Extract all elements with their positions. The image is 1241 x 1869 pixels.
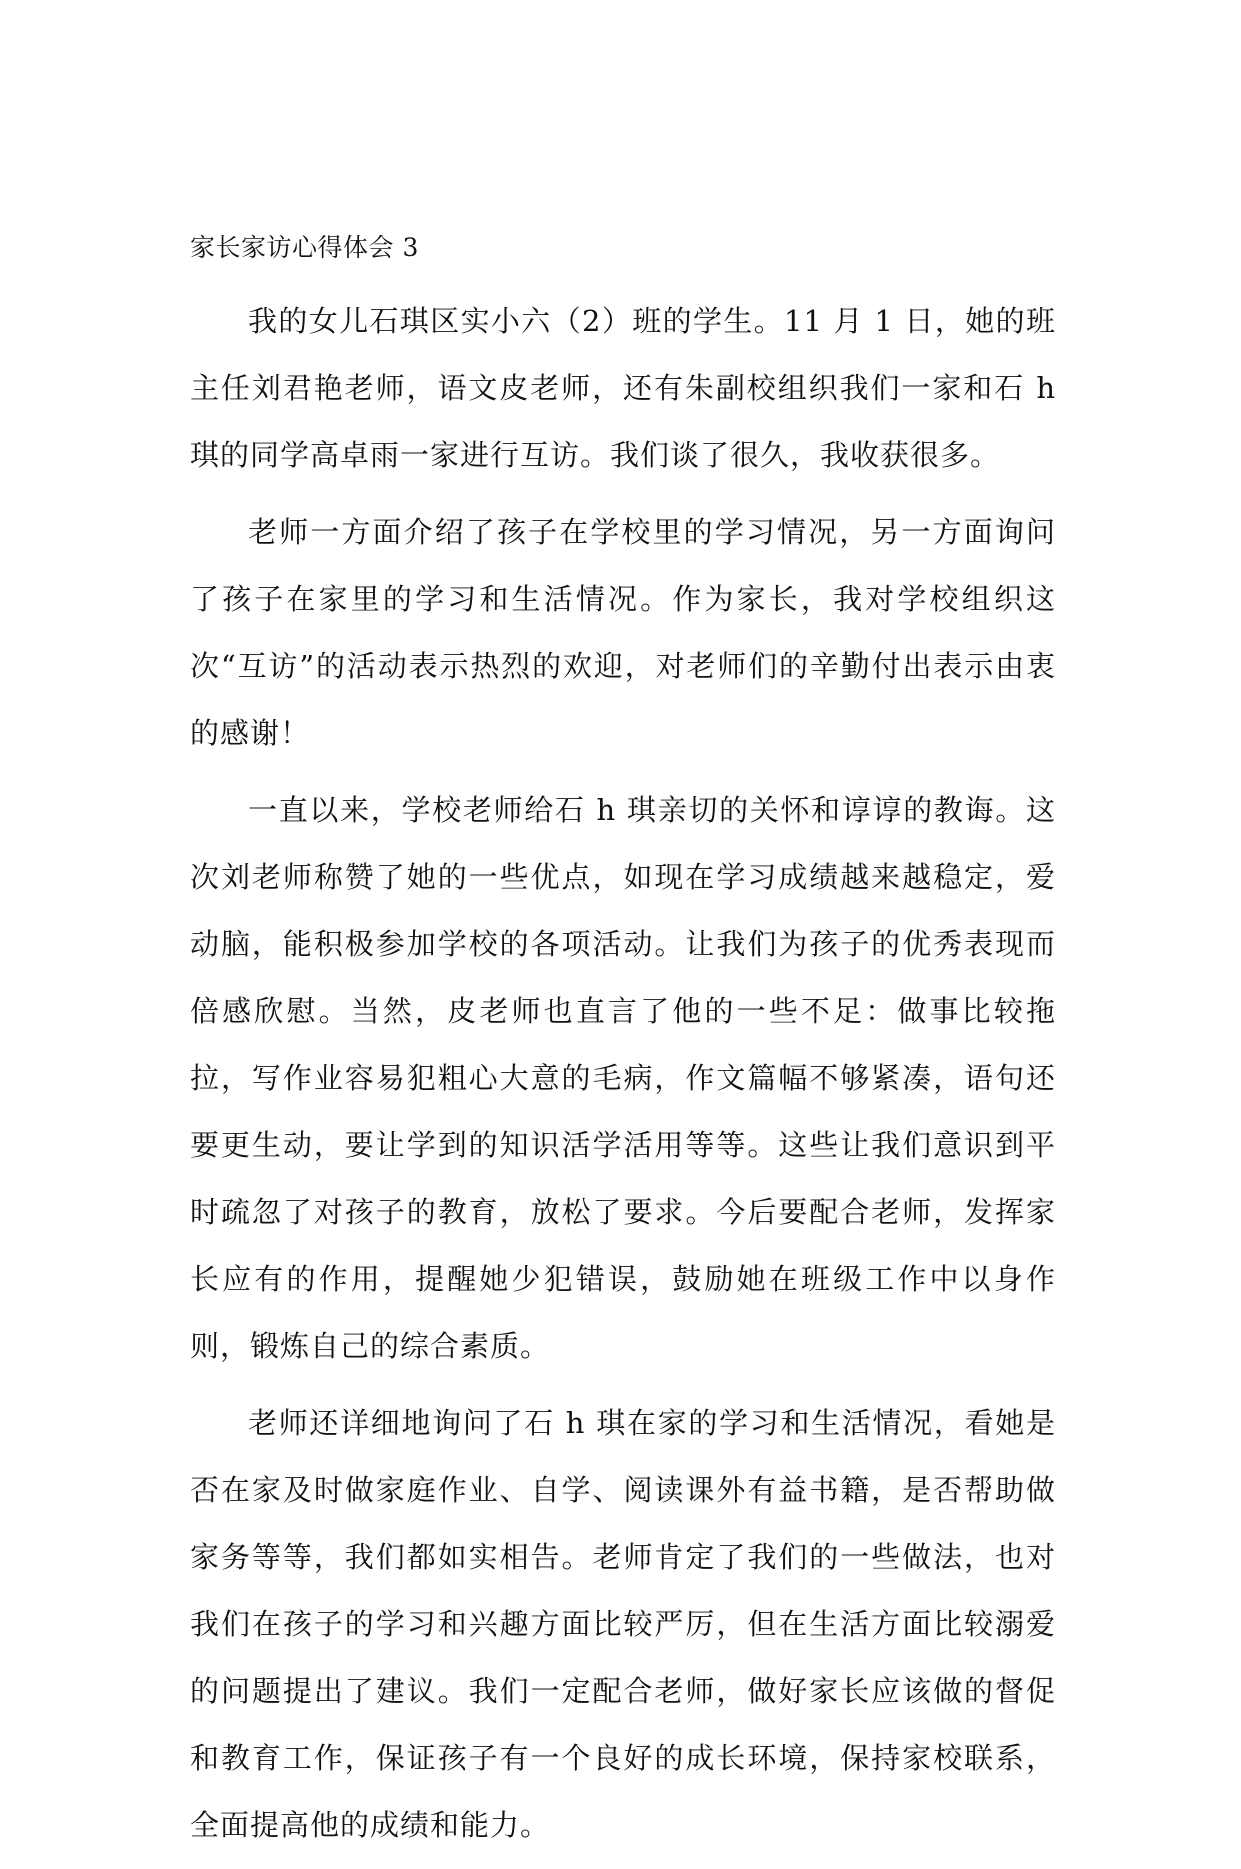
paragraph-1: 我的女儿石琪区实小六（2）班的学生。11 月 1 日，她的班主任刘君艳老师，语文皮老师，还有朱副校组织我们一家和石 h 琪的同学高卓雨一家进行互访。我们谈了很久，我收获很多。 bbox=[190, 304, 1056, 472]
paragraph-3: 一直以来，学校老师给石 h 琪亲切的关怀和谆谆的教诲。这次刘老师称赞了她的一些优点，如现在学习成绩越来越稳定，爱动脑，能积极参加学校的各项活动。让我们为孩子的优秀表现而倍感欣慰。当然，皮老师也直言了他的一些不足：做事比较拖拉，写作业容易犯粗心大意的毛病，作文篇幅不够紧凑，语句还要更生动，要让学到的知识活学活用等等。这些让我们意识到平时疏忽了对孩子的教育，放松了要求。今后要配合老师，发挥家长应有的作用，提醒她少犯错误，鼓励她在班级工作中以身作则，锻炼自己的综合素质。 bbox=[190, 793, 1056, 1363]
paragraph-4: 老师还详细地询问了石 h 琪在家的学习和生活情况，看她是否在家及时做家庭作业、自学、阅读课外有益书籍，是否帮助做家务等等，我们都如实相告。老师肯定了我们的一些做法，也对我们在孩子的学习和兴趣方面比较严厉，但在生活方面比较溺爱的问题提出了建议。我们一定配合老师，做好家长应该做的督促和教育工作，保证孩子有一个良好的成长环境，保持家校联系，全面提高他的成绩和能力。 bbox=[190, 1406, 1056, 1842]
paragraph-2: 老师一方面介绍了孩子在学校里的学习情况，另一方面询问了孩子在家里的学习和生活情况。作为家长，我对学校组织这次“互访”的活动表示热烈的欢迎，对老师们的辛勤付出表示由衷的感谢！ bbox=[190, 515, 1056, 750]
document-page bbox=[190, 228, 1056, 1869]
document-title: 家长家访心得体会 3 bbox=[190, 233, 419, 262]
